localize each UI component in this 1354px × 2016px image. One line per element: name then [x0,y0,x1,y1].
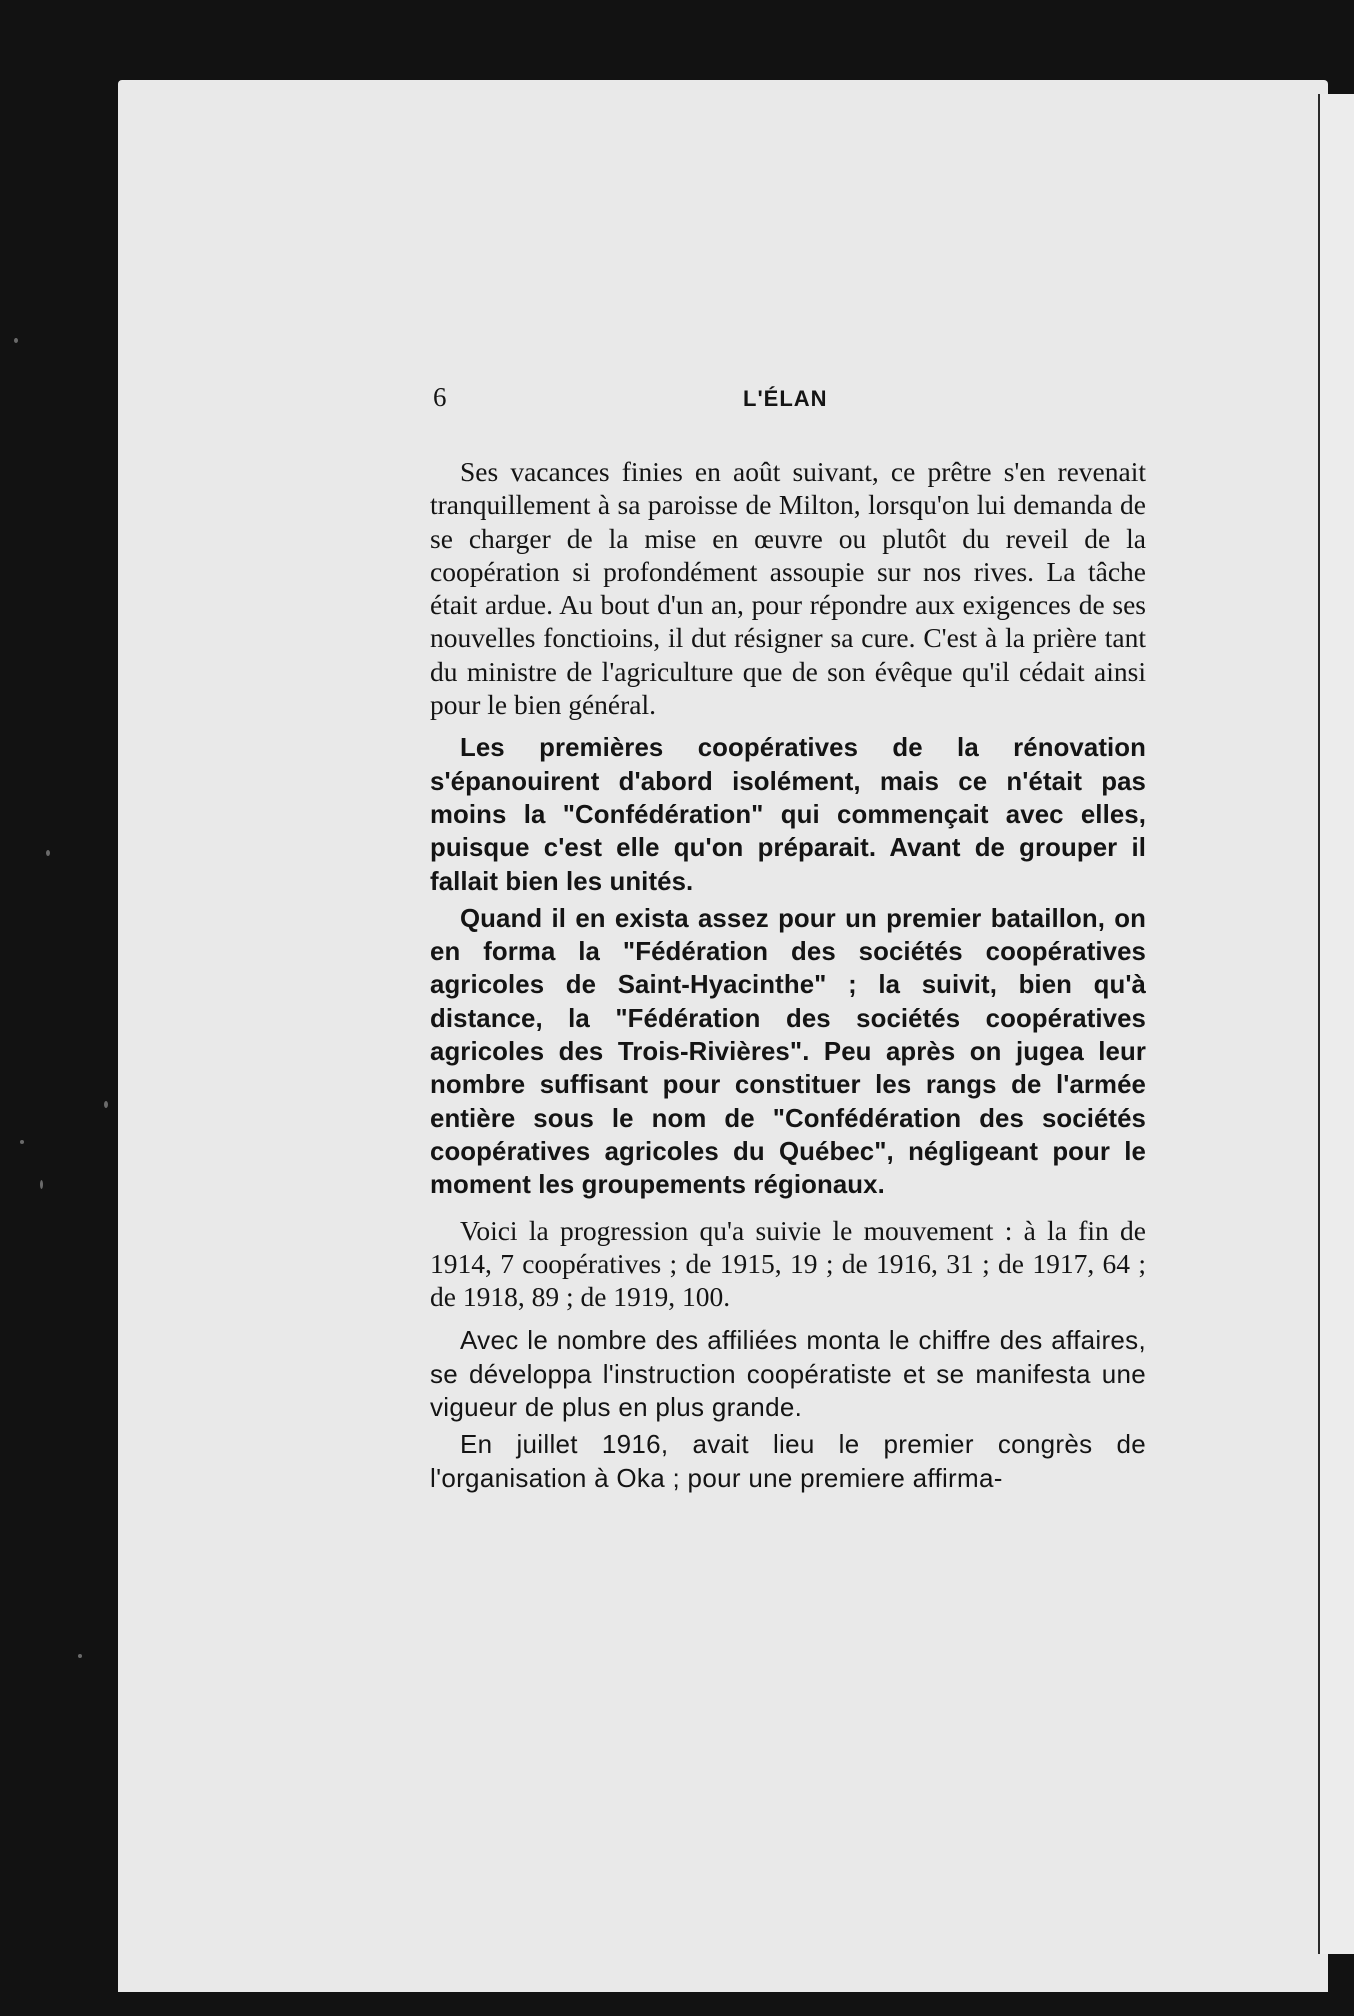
body-text [430,455,1146,1506]
scan-speck [20,1140,24,1144]
paragraph: Voici la progression qu'a suivie le mouvement : à la fin de 1914, 7 coopératives ; de 1915, 19 ; de 1916, 31 ; de 1917, 64 ; de 1918, 89 ; de 1919, 100. [430,1214,1146,1313]
running-title: L'ÉLAN [743,386,828,411]
paragraph: Quand il en exista assez pour un premier bataillon, on en forma la "Fédération des sociétés coopératives agricoles de Saint-Hyacinthe" ; la suivit, bien qu'à distance, la "Fédération des sociétés coopératives agricoles des Trois-Rivières". Peu après on jugea leur nombre suffisant pour constituer les rangs de l'armée entière sous le nom de "Confédération des sociétés coopératives agricoles du Québec", négligeant pour le moment les groupements régionaux. [430,904,1146,1200]
page-header [433,382,1143,422]
paragraph: Ses vacances finies en août suivant, ce prêtre s'en revenait tranquillement à sa paroisse de Milton, lorsqu'on lui demanda de se charger de la mise en œuvre ou plutôt du reveil de la coopération si profondément assoupie sur nos rives. La tâche était ardue. Au bout d'un an, pour répondre aux exigences de ses nouvelles fonctioins, il dut résigner sa cure. C'est à la prière tant du ministre de l'agriculture que de son évêque qu'il cédait ainsi pour le bien général. [430,456,1146,721]
scan-speck [46,850,50,856]
scan-speck [40,1180,43,1189]
scan-speck [104,1101,108,1108]
paragraph: En juillet 1916, avait lieu le premier congrès de l'organisation à Oka ; pour une premiere affirma- [430,1429,1146,1493]
paragraph: Avec le nombre des affiliées monta le chiffre des affaires, se développa l'instruction coopératiste et se manifesta une vigueur de plus en plus grande. [430,1325,1146,1423]
scan-speck [78,1654,82,1658]
page-number: 6 [433,382,447,412]
scan-speck [14,338,18,343]
paragraph: Les premières coopératives de la rénovation s'épanouirent d'abord isolément, mais ce n'était pas moins la "Confédération" qui commençait avec elles, puisque c'est elle qu'on préparait. Avant de grouper il fallait bien les unités. [430,734,1146,896]
next-page-edge [1320,94,1354,1954]
